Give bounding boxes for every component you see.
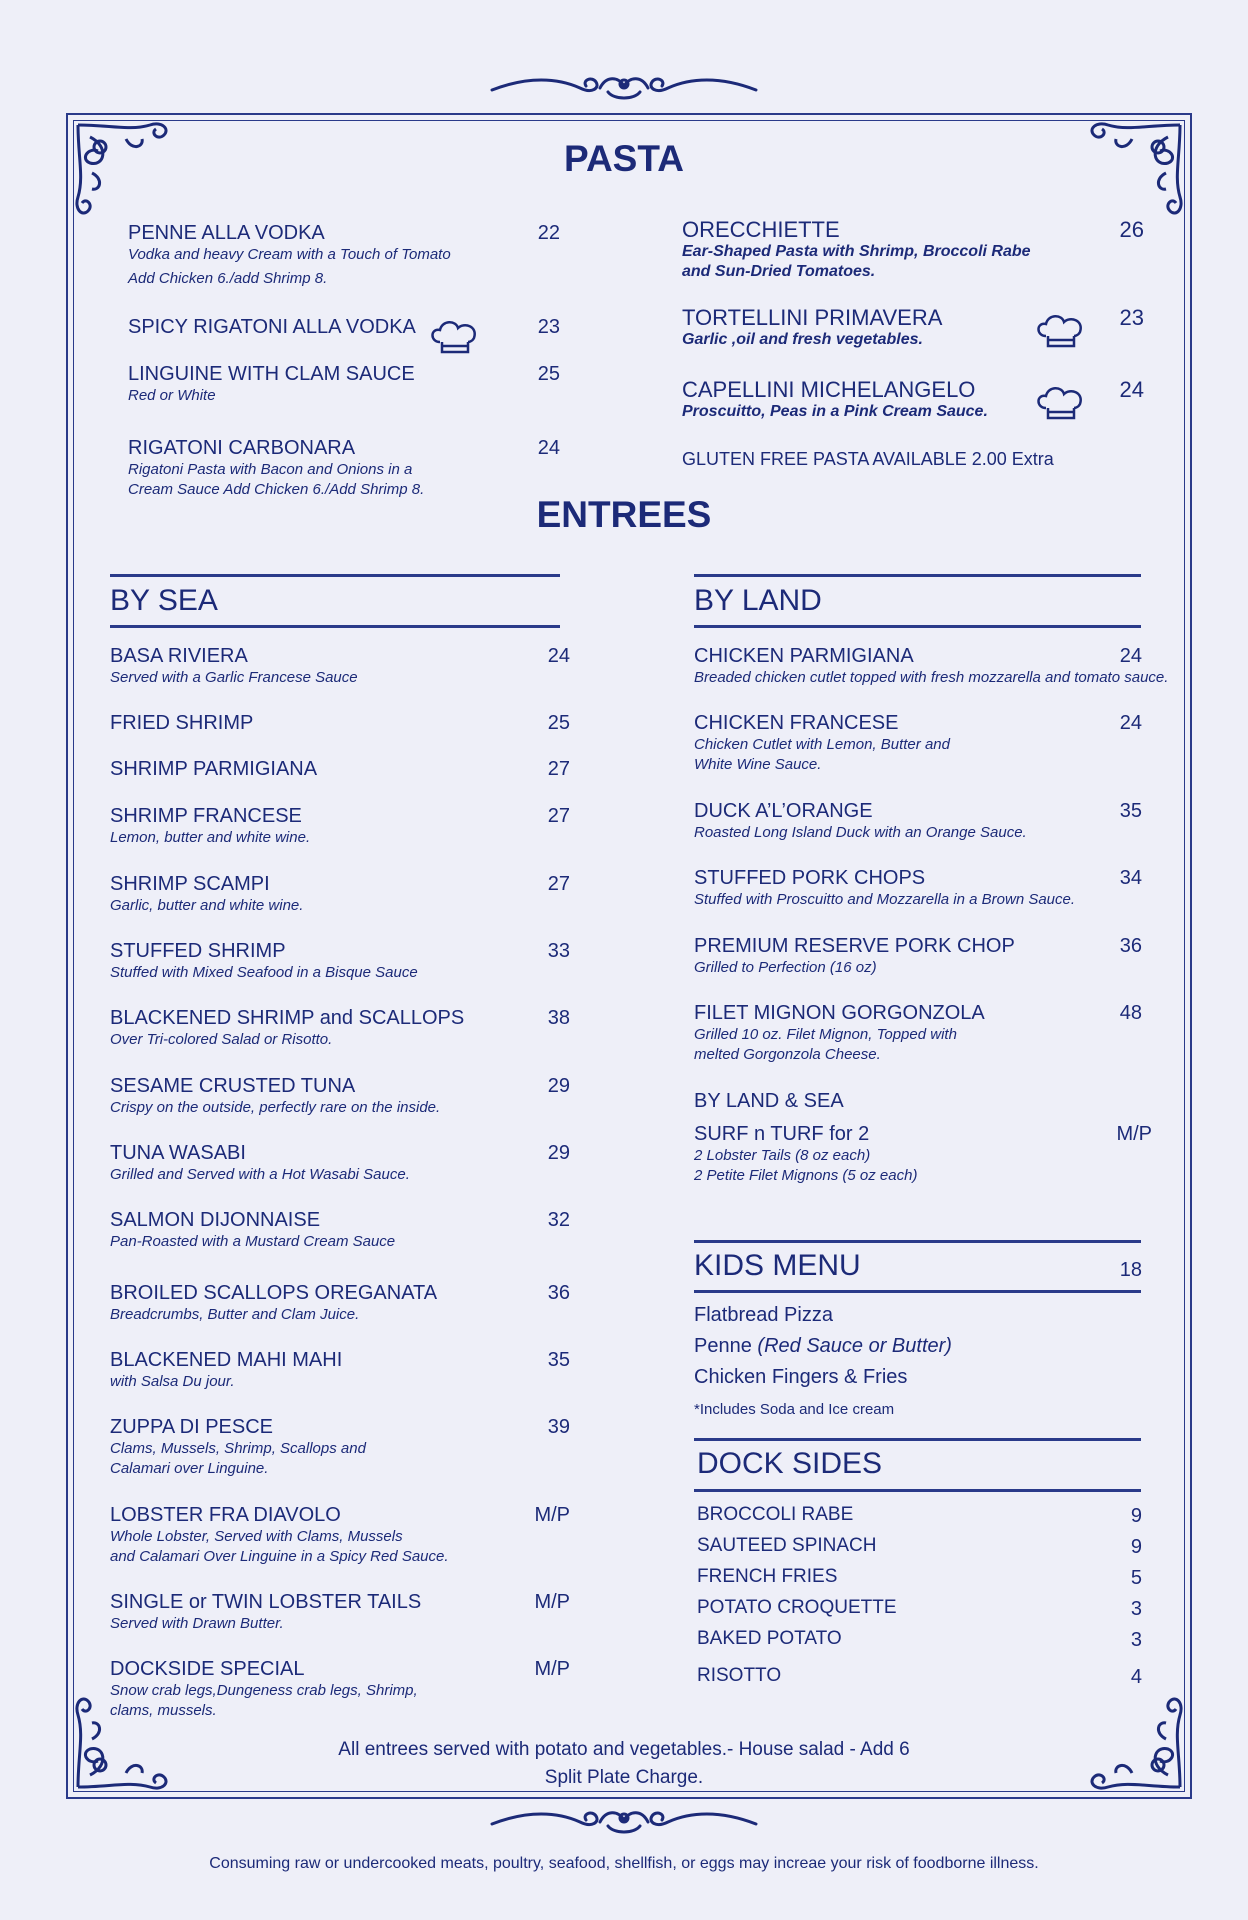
kids-item-option: (Red Sauce or Butter) bbox=[757, 1335, 952, 1357]
kids-item: Flatbread Pizza bbox=[694, 1304, 833, 1326]
pasta-heading: PASTA bbox=[564, 138, 684, 179]
chef-hat-icon bbox=[1034, 312, 1086, 350]
menu-item bbox=[110, 804, 310, 848]
item-name: DUCK A’L’ORANGE bbox=[694, 800, 873, 822]
menu-item bbox=[110, 1590, 421, 1634]
item-name: SHRIMP PARMIGIANA bbox=[110, 758, 318, 780]
item-name: CHICKEN FRANCESE bbox=[694, 712, 899, 734]
item-desc: Garlic ,oil and fresh vegetables. bbox=[682, 331, 923, 348]
item-name: SHRIMP SCAMPI bbox=[110, 873, 270, 895]
item-desc: Garlic, butter and white wine. bbox=[110, 897, 304, 914]
kids-item: Chicken Fingers & Fries bbox=[694, 1366, 908, 1388]
side-item-price: 5 bbox=[1130, 1567, 1142, 1589]
item-name: SURF n TURF for 2 bbox=[694, 1123, 870, 1145]
item-desc: Crispy on the outside, perfectly rare on the inside. bbox=[110, 1099, 441, 1116]
item-desc: Snow crab legs,Dungeness crab legs, Shrimp, bbox=[110, 1682, 418, 1699]
side-item-price: 3 bbox=[1130, 1629, 1142, 1651]
section-rule bbox=[110, 574, 560, 577]
item-price: 24 bbox=[1119, 645, 1142, 667]
item-desc: Cream Sauce Add Chicken 6./Add Shrimp 8. bbox=[128, 481, 425, 498]
item-desc: and Sun-Dried Tomatoes. bbox=[682, 263, 876, 280]
side-item-name: FRENCH FRIES bbox=[697, 1566, 838, 1587]
item-price: 25 bbox=[547, 712, 570, 734]
menu-item bbox=[110, 1415, 366, 1479]
item-desc: Rigatoni Pasta with Bacon and Onions in a bbox=[128, 461, 413, 478]
pasta-item bbox=[128, 315, 416, 339]
item-desc: Served with Drawn Butter. bbox=[110, 1615, 284, 1632]
item-desc: Calamari over Linguine. bbox=[110, 1460, 269, 1477]
item-price: 33 bbox=[547, 940, 570, 962]
item-name: FILET MIGNON GORGONZOLA bbox=[694, 1002, 985, 1024]
section-rule bbox=[694, 1240, 1141, 1243]
entrees-heading: ENTREES bbox=[536, 494, 712, 535]
side-item-price: 3 bbox=[1130, 1598, 1142, 1620]
item-price: 24 bbox=[1119, 377, 1144, 402]
item-name: CAPELLINI MICHELANGELO bbox=[682, 377, 976, 402]
menu-item bbox=[110, 757, 317, 781]
section-rule bbox=[110, 625, 560, 628]
footer-note bbox=[0, 1736, 1248, 1792]
side-item-price: 9 bbox=[1130, 1536, 1142, 1558]
item-price: 48 bbox=[1119, 1002, 1142, 1024]
item-price: 24 bbox=[547, 645, 570, 667]
item-desc: Grilled and Served with a Hot Wasabi Sauce. bbox=[110, 1166, 410, 1183]
item-price: M/P bbox=[1116, 1123, 1152, 1145]
menu-item bbox=[110, 711, 253, 735]
item-name: BLACKENED SHRIMP and SCALLOPS bbox=[110, 1007, 465, 1029]
item-price: 29 bbox=[547, 1142, 570, 1164]
item-name: ORECCHIETTE bbox=[682, 217, 840, 242]
pasta-item bbox=[128, 436, 424, 500]
item-desc: Add Chicken 6./add Shrimp 8. bbox=[128, 270, 328, 287]
menu-item bbox=[694, 1001, 985, 1065]
kids-menu-price: 18 bbox=[1119, 1259, 1142, 1281]
item-name: BROILED SCALLOPS OREGANATA bbox=[110, 1282, 438, 1304]
bottom-flourish-ornament bbox=[488, 1802, 760, 1842]
item-price: 22 bbox=[537, 222, 560, 244]
item-price: 34 bbox=[1119, 867, 1142, 889]
item-price: 35 bbox=[1119, 800, 1142, 822]
item-name: STUFFED SHRIMP bbox=[110, 940, 286, 962]
item-desc: Lemon, butter and white wine. bbox=[110, 829, 311, 846]
side-item-name: BAKED POTATO bbox=[697, 1628, 842, 1649]
section-rule bbox=[694, 1489, 1141, 1492]
item-desc: Served with a Garlic Francese Sauce bbox=[110, 669, 358, 686]
item-price: 23 bbox=[1119, 305, 1144, 330]
top-flourish-ornament bbox=[488, 68, 760, 108]
item-price: 29 bbox=[547, 1075, 570, 1097]
item-name: BASA RIVIERA bbox=[110, 645, 248, 667]
item-name: SHRIMP FRANCESE bbox=[110, 805, 302, 827]
dock-sides-title: DOCK SIDES bbox=[697, 1447, 883, 1480]
pasta-item bbox=[682, 306, 942, 350]
item-price: 39 bbox=[547, 1416, 570, 1438]
item-desc: White Wine Sauce. bbox=[694, 756, 822, 773]
footer-line: Split Plate Charge. bbox=[544, 1767, 704, 1788]
by-land-and-sea-title: BY LAND & SEA bbox=[694, 1090, 844, 1112]
item-name: LINGUINE WITH CLAM SAUCE bbox=[128, 363, 415, 385]
item-desc: melted Gorgonzola Cheese. bbox=[694, 1046, 881, 1063]
item-name: DOCKSIDE SPECIAL bbox=[110, 1658, 305, 1680]
chef-hat-icon bbox=[1034, 384, 1086, 422]
pasta-item bbox=[128, 221, 451, 289]
pasta-item bbox=[682, 218, 1031, 282]
section-rule bbox=[694, 1290, 1141, 1293]
kids-menu-title: KIDS MENU bbox=[694, 1249, 861, 1282]
item-desc: Breadcrumbs, Butter and Clam Juice. bbox=[110, 1306, 360, 1323]
item-price: 35 bbox=[547, 1349, 570, 1371]
item-name: FRIED SHRIMP bbox=[110, 712, 254, 734]
chef-hat-icon bbox=[428, 318, 480, 356]
item-desc: Grilled to Perfection (16 oz) bbox=[694, 959, 877, 976]
item-name: TUNA WASABI bbox=[110, 1142, 246, 1164]
section-rule bbox=[694, 574, 1141, 577]
section-rule bbox=[694, 1438, 1141, 1441]
menu-item bbox=[110, 1503, 449, 1567]
section-rule bbox=[694, 625, 1141, 628]
item-name: PENNE ALLA VODKA bbox=[128, 222, 325, 244]
item-name: SALMON DIJONNAISE bbox=[110, 1209, 321, 1231]
item-price: 32 bbox=[547, 1209, 570, 1231]
item-price: 25 bbox=[537, 363, 560, 385]
side-item-name: POTATO CROQUETTE bbox=[697, 1597, 897, 1618]
menu-item bbox=[110, 1348, 342, 1392]
item-name: BLACKENED MAHI MAHI bbox=[110, 1349, 343, 1371]
menu-item bbox=[110, 1006, 464, 1050]
item-name: SINGLE or TWIN LOBSTER TAILS bbox=[110, 1591, 422, 1613]
item-desc: Stuffed with Proscuitto and Mozzarella in a Brown Sauce. bbox=[694, 891, 1076, 908]
item-price: 27 bbox=[547, 758, 570, 780]
item-desc: Breaded chicken cutlet topped with fresh mozzarella and tomato sauce. bbox=[694, 669, 1169, 686]
item-price: 36 bbox=[547, 1282, 570, 1304]
menu-item bbox=[694, 711, 950, 775]
menu-item bbox=[110, 872, 303, 916]
side-item-price: 9 bbox=[1130, 1505, 1142, 1527]
item-name: PREMIUM RESERVE PORK CHOP bbox=[694, 935, 1015, 957]
pasta-item bbox=[682, 378, 988, 422]
item-price: 27 bbox=[547, 873, 570, 895]
menu-item bbox=[110, 1141, 410, 1185]
item-price: 36 bbox=[1119, 935, 1142, 957]
item-desc: Roasted Long Island Duck with an Orange Sauce. bbox=[694, 824, 1027, 841]
item-desc: Ear-Shaped Pasta with Shrimp, Broccoli Rabe bbox=[682, 243, 1031, 260]
item-price: 24 bbox=[537, 437, 560, 459]
item-name: STUFFED PORK CHOPS bbox=[694, 867, 926, 889]
item-name: TORTELLINI PRIMAVERA bbox=[682, 305, 943, 330]
kids-item bbox=[694, 1335, 952, 1358]
menu-item bbox=[110, 1657, 418, 1721]
foodborne-illness-disclaimer: Consuming raw or undercooked meats, poultry, seafood, shellfish, or eggs may increae your risk of foodborne illness. bbox=[209, 1855, 1039, 1872]
item-desc: Clams, Mussels, Shrimp, Scallops and bbox=[110, 1440, 366, 1457]
kids-note: *Includes Soda and Ice cream bbox=[694, 1401, 895, 1418]
item-desc: Vodka and heavy Cream with a Touch of Tomato bbox=[128, 246, 451, 263]
item-name: SPICY RIGATONI ALLA VODKA bbox=[128, 316, 416, 338]
item-desc: 2 Lobster Tails (8 oz each) bbox=[694, 1147, 871, 1164]
menu-item bbox=[110, 939, 418, 983]
item-desc: Proscuitto, Peas in a Pink Cream Sauce. bbox=[682, 403, 988, 420]
by-land-title: BY LAND bbox=[694, 584, 822, 617]
item-name: SESAME CRUSTED TUNA bbox=[110, 1075, 356, 1097]
menu-item bbox=[110, 644, 358, 688]
menu-item bbox=[110, 1208, 395, 1252]
side-item-price: 4 bbox=[1130, 1666, 1142, 1688]
surf-n-turf-item bbox=[694, 1122, 917, 1186]
item-price: 24 bbox=[1119, 712, 1142, 734]
item-desc: 2 Petite Filet Mignons (5 oz each) bbox=[694, 1167, 918, 1184]
item-price: 27 bbox=[547, 805, 570, 827]
item-price: M/P bbox=[534, 1591, 570, 1613]
item-desc: Whole Lobster, Served with Clams, Mussels bbox=[110, 1528, 403, 1545]
gluten-free-note: GLUTEN FREE PASTA AVAILABLE 2.00 Extra bbox=[682, 449, 1054, 469]
item-desc: Grilled 10 oz. Filet Mignon, Topped with bbox=[694, 1026, 957, 1043]
item-price: 38 bbox=[547, 1007, 570, 1029]
by-sea-title: BY SEA bbox=[110, 584, 218, 617]
side-item-name: BROCCOLI RABE bbox=[697, 1504, 854, 1525]
item-name: LOBSTER FRA DIAVOLO bbox=[110, 1504, 341, 1526]
side-item-name: SAUTEED SPINACH bbox=[697, 1535, 877, 1556]
menu-item bbox=[110, 1074, 440, 1118]
pasta-item bbox=[128, 362, 415, 406]
item-name: ZUPPA DI PESCE bbox=[110, 1416, 274, 1438]
item-desc: Over Tri-colored Salad or Risotto. bbox=[110, 1031, 333, 1048]
item-desc: Red or White bbox=[128, 387, 216, 404]
menu-item bbox=[694, 799, 1027, 843]
item-price: M/P bbox=[534, 1658, 570, 1680]
menu-item bbox=[694, 934, 1015, 978]
item-price: 26 bbox=[1119, 217, 1144, 242]
item-desc: Chicken Cutlet with Lemon, Butter and bbox=[694, 736, 950, 753]
item-price: M/P bbox=[534, 1504, 570, 1526]
side-item-name: RISOTTO bbox=[697, 1665, 782, 1686]
menu-item bbox=[110, 1281, 437, 1325]
item-desc: and Calamari Over Linguine in a Spicy Red Sauce. bbox=[110, 1548, 449, 1565]
item-desc: Pan-Roasted with a Mustard Cream Sauce bbox=[110, 1233, 396, 1250]
item-name: CHICKEN PARMIGIANA bbox=[694, 645, 914, 667]
kids-item-name: Penne bbox=[694, 1335, 752, 1357]
item-name: RIGATONI CARBONARA bbox=[128, 437, 356, 459]
footer-line: All entrees served with potato and vegetables.- House salad - Add 6 bbox=[338, 1739, 910, 1760]
item-price: 23 bbox=[537, 316, 560, 338]
item-desc: clams, mussels. bbox=[110, 1702, 217, 1719]
menu-item bbox=[694, 866, 1075, 910]
item-desc: with Salsa Du jour. bbox=[110, 1373, 235, 1390]
item-desc: Stuffed with Mixed Seafood in a Bisque Sauce bbox=[110, 964, 418, 981]
